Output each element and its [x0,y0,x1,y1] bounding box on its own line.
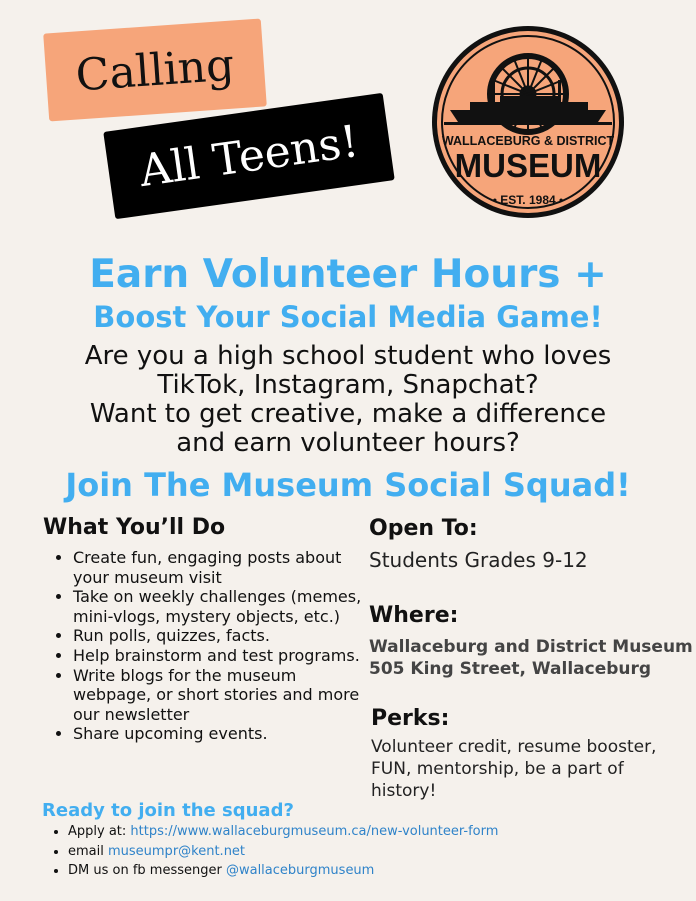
open-to-heading: Open To: [369,516,478,541]
intro-line: Want to get creative, make a difference [89,399,607,429]
calling-badge [43,19,267,122]
what-youll-do-heading: What You’ll Do [43,515,226,540]
calling-text: Calling [74,39,236,101]
list-item: • Write blogs for the museum webpage, or short stories and more our newsletter [73,666,373,725]
headline-social-media: Boost Your Social Media Game! [93,300,603,334]
intro-text [20,342,676,458]
list-item: • Help brainstorm and test programs. [73,646,373,666]
logo-line1: WALLACEBURG & DISTRICT [441,134,615,148]
list-item: • Create fun, engaging posts about your museum visit [73,548,373,587]
logo-est: • EST. 1984 • [492,193,564,207]
open-to-text: Students Grades 9-12 [369,548,588,572]
list-item [68,861,498,881]
intro-line: TikTok, Instagram, Snapchat? [157,370,539,400]
headline-volunteer-hours: Earn Volunteer Hours + [89,252,607,297]
ready-heading: Ready to join the squad? [42,800,294,821]
list-item: • Take on weekly challenges (memes, mini-vlogs, mystery objects, etc.) [73,587,373,626]
contact-list [52,822,498,881]
perks-text: Volunteer credit, resume booster, FUN, mentorship, be a part of history! [371,737,657,801]
intro-line: and earn volunteer hours? [176,428,520,458]
apply-link[interactable]: https://www.wallaceburgmuseum.ca/new-volunteer-form [130,824,499,839]
intro-line: Are you a high school student who loves [84,341,612,371]
email-link[interactable]: museumpr@kent.net [107,843,246,859]
all-teens-text: All Teens! [136,115,362,197]
where-line2: 505 King Street, Wallaceburg [369,659,652,679]
join-heading: Join The Museum Social Squad! [65,466,631,504]
perks-heading: Perks: [371,706,450,731]
where-heading: Where: [369,603,459,628]
list-item: • Share upcoming events. [73,724,373,744]
list-item [68,842,498,862]
list-item: • Run polls, quizzes, facts. [73,626,373,646]
list-item [68,822,498,842]
email-label: email [68,843,108,859]
dm-handle-link[interactable]: @wallaceburgmuseum [225,863,375,878]
logo-line2: MUSEUM [454,147,602,184]
museum-logo [430,18,626,228]
what-youll-do-list [55,548,373,744]
where-line1: Wallaceburg and District Museum [369,637,693,657]
dm-label: DM us on fb messenger [68,863,226,878]
apply-label: Apply at: [68,824,131,839]
